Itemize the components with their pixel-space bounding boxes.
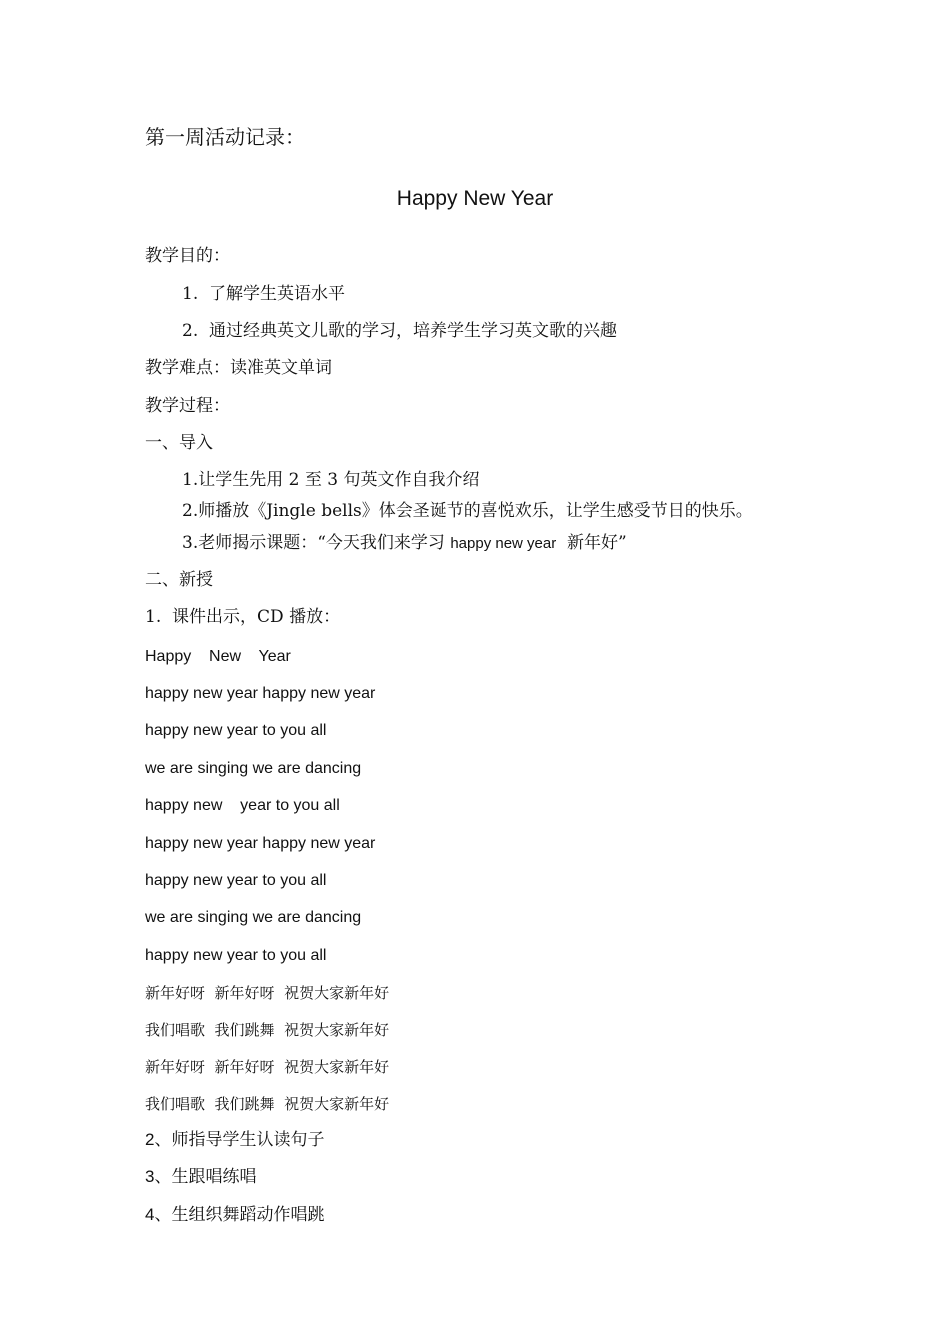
lyric-line-cn: 新年好呀 新年好呀 祝贺大家新年好 [145, 1058, 390, 1076]
document-title: Happy New Year [396, 187, 554, 210]
lyric-line-en: happy new year happy new year [145, 685, 376, 702]
goal-item: 1. 了解学生英语水平 [182, 284, 346, 304]
intro-item [182, 532, 627, 555]
new-step: 4、生组织舞蹈动作唱跳 [145, 1205, 325, 1224]
intro-item-prefix: 3.老师揭示课题：“今天我们来学习 [182, 533, 451, 553]
section-intro-label: 一、导入 [145, 433, 213, 453]
lyric-line-en: happy new year happy new year [145, 835, 376, 852]
lyric-line-en: happy new year to you all [145, 872, 327, 889]
process-label: 教学过程： [145, 396, 230, 416]
lyric-line-en: happy new year to you all [145, 797, 340, 814]
new-step: 2、师指导学生认读句子 [145, 1130, 325, 1149]
intro-item-suffix: 新年好” [556, 533, 627, 553]
intro-item: 2.师播放《Jingle bells》体会圣诞节的喜悦欢乐，让学生感受节日的快乐。 [182, 501, 753, 521]
new-step-1: 1. 课件出示，CD 播放： [145, 607, 341, 627]
lyric-line-en: happy new year to you all [145, 947, 327, 964]
intro-item: 1.让学生先用 2 至 3 句英文作自我介绍 [182, 470, 480, 490]
lyric-line-en: we are singing we are dancing [145, 760, 362, 777]
goals-label: 教学目的： [145, 246, 230, 266]
lyric-line-en: happy new year to you all [145, 722, 327, 739]
week-record-heading: 第一周活动记录： [145, 125, 305, 149]
song-title: Happy New Year [145, 648, 291, 665]
lyric-line-cn: 新年好呀 新年好呀 祝贺大家新年好 [145, 984, 390, 1002]
difficulty-text: 教学难点：读准英文单词 [145, 358, 332, 378]
lyric-line-cn: 我们唱歌 我们跳舞 祝贺大家新年好 [145, 1095, 390, 1113]
intro-item-english: happy new year [450, 535, 557, 552]
lyric-line-cn: 我们唱歌 我们跳舞 祝贺大家新年好 [145, 1021, 390, 1039]
goal-item: 2. 通过经典英文儿歌的学习，培养学生学习英文歌的兴趣 [182, 321, 618, 341]
section-new-label: 二、新授 [145, 570, 213, 590]
new-step: 3、生跟唱练唱 [145, 1167, 257, 1186]
lyric-line-en: we are singing we are dancing [145, 909, 362, 926]
